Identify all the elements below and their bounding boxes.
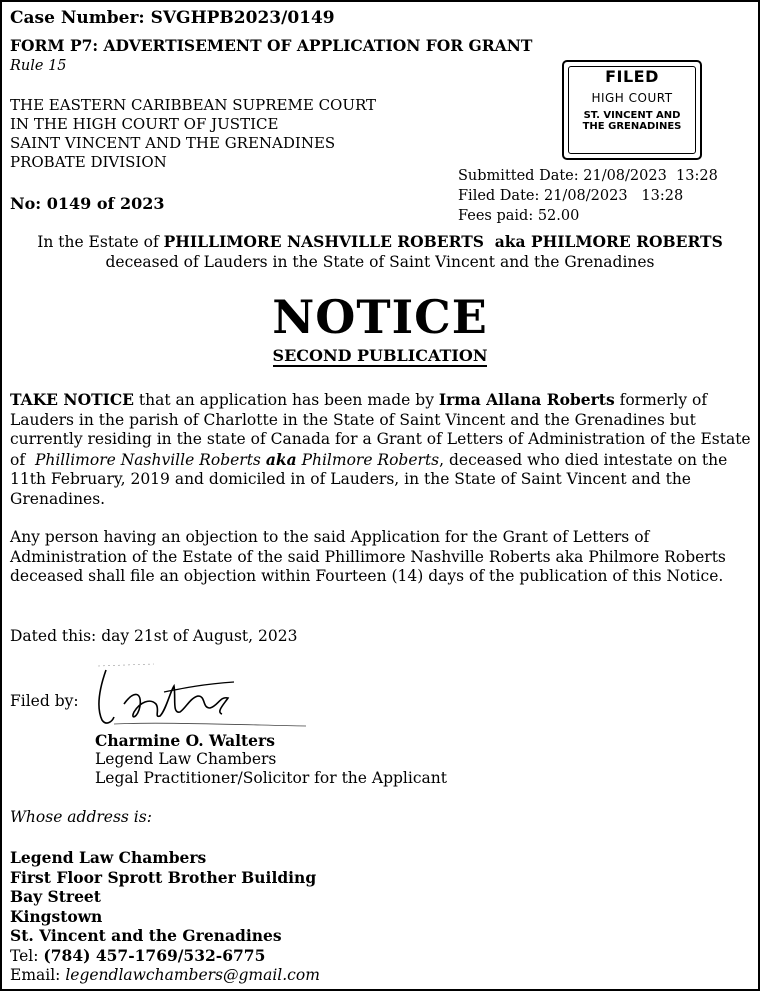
publication-subtitle [2, 346, 758, 365]
deceased-name-italic: Phillimore Nashville Roberts [34, 450, 266, 469]
court-line: THE EASTERN CARIBBEAN SUPREME COURT [10, 96, 377, 114]
court-line: PROBATE DIVISION [10, 153, 167, 171]
estate-suffix: deceased of Lauders in the State of Saint Vincent and the Grenadines [105, 253, 655, 271]
signer-firm: Legend Law Chambers [95, 750, 277, 768]
dated-line: Dated this: day 21st of August, 2023 [10, 627, 298, 645]
filed-date: Filed Date: 21/08/2023 13:28 [458, 188, 684, 204]
court-heading [10, 96, 376, 172]
filing-details [458, 166, 718, 226]
address-label: Whose address is: [10, 808, 152, 826]
publication-label: SECOND PUBLICATION [272, 346, 488, 365]
paragraph-text: formerly of Lauders in the parish of Charlotte in the State of Saint Vincent and the Grenadines but currently residing in the state of Canada for a Grant of Letters of Administration of the Estate of [10, 391, 756, 469]
filed-stamp [562, 60, 702, 160]
stamp-filed: FILED [605, 67, 659, 86]
paragraph-text: that an application has been made by [134, 391, 439, 409]
address-line: St. Vincent and the Grenadines [10, 926, 282, 945]
case-no: No: 0149 of 2023 [10, 194, 165, 213]
address-line: Kingstown [10, 906, 103, 926]
signer-name: Charmine O. Walters [95, 731, 275, 750]
deceased-alias-italic: Philmore Roberts [296, 450, 440, 469]
aka-label: aka [265, 449, 297, 469]
address-line: First Floor Sprott Brother Building [10, 867, 317, 887]
stamp-location-line: ST. VINCENT AND [583, 110, 681, 121]
estate-heading [10, 232, 750, 272]
fees-paid: Fees paid: 52.00 [458, 208, 580, 224]
address-line: Legend Law Chambers [10, 848, 207, 867]
email-line [10, 966, 320, 986]
rule-reference: Rule 15 [10, 58, 67, 74]
email-label: Email: [10, 966, 66, 984]
case-number: Case Number: SVGHPB2023/0149 [10, 8, 335, 28]
court-line: SAINT VINCENT AND THE GRENADINES [10, 134, 336, 152]
email-address[interactable]: legendlawchambers@gmail.com [65, 966, 320, 984]
signer-role: Legal Practitioner/Solicitor for the Applicant [95, 769, 447, 787]
address-line: Bay Street [10, 887, 101, 906]
signature-image [94, 662, 314, 732]
filed-by-label: Filed by: [10, 692, 79, 710]
court-line: IN THE HIGH COURT OF JUSTICE [10, 115, 279, 133]
stamp-court: HIGH COURT [591, 91, 673, 105]
stamp-location-line: THE GRENADINES [582, 121, 682, 132]
estate-prefix: In the Estate of [37, 233, 164, 251]
tel-label: Tel: [10, 946, 44, 965]
take-notice-lead: TAKE NOTICE [10, 390, 134, 409]
stamp-border [568, 66, 696, 154]
objection-paragraph: Any person having an objection to the said Application for the Grant of Letters of Administration of the Estate of the said Phillimore Nashville Roberts aka Philmore Roberts deceased shall file an objection within Fourteen (14) days of the publication of this Notice. [10, 528, 726, 585]
applicant-name: Irma Allana Roberts [438, 390, 615, 409]
signer-block [95, 731, 447, 788]
address-block [10, 848, 320, 986]
take-notice-paragraph [10, 390, 756, 509]
telephone-number: (784) 457-1769/532-6775 [43, 945, 266, 965]
deceased-name: PHILLIMORE NASHVILLE ROBERTS aka PHILMORE ROBERTS [163, 232, 723, 251]
paragraph-text: , deceased who died intestate on the 11th February, 2019 and domiciled in of Lauders, in the State of Saint Vincent and the Grenadines. [10, 450, 728, 508]
form-title: FORM P7: ADVERTISEMENT OF APPLICATION FOR GRANT [10, 36, 533, 55]
submitted-date: Submitted Date: 21/08/2023 13:28 [458, 168, 718, 184]
telephone-line [10, 946, 320, 967]
notice-title: NOTICE [272, 290, 488, 344]
